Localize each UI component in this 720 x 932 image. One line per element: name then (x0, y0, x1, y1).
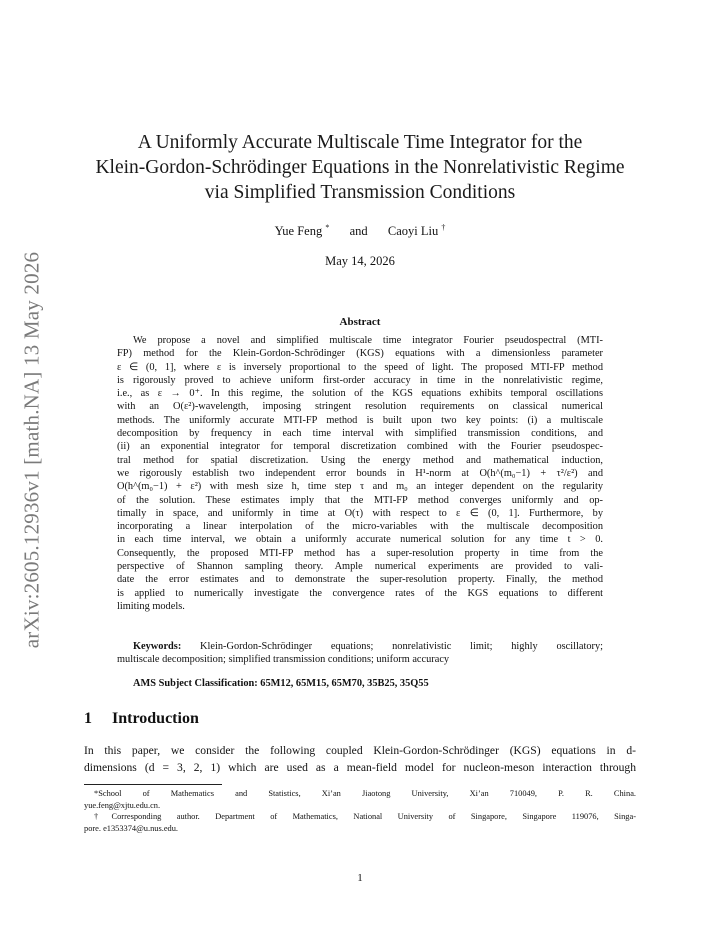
keywords-text: Klein-Gordon-Schrödinger equations; nonrelativistic limit; highly oscillatory; (200, 641, 603, 652)
page-number: 1 (357, 872, 363, 884)
abstract-line: Consequently, the proposed MTI-FP method has a super-resolution property in time from the (117, 547, 603, 559)
footnote-line: pore. e1353374@u.nus.edu. (84, 823, 179, 833)
ams-label: AMS Subject Classification: (133, 678, 258, 689)
footnote-line: yue.feng@xjtu.edu.cn. (84, 800, 161, 810)
keywords-line: multiscale decomposition; simplified transmission conditions; uniform accuracy (117, 654, 450, 666)
keywords-line (117, 640, 603, 653)
abstract-line: we rigorously establish two independent error bounds in H¹-norm at O(h^(m₀−1) + τ²/ε²) and (117, 467, 603, 479)
footnote-line: *School of Mathematics and Statistics, Xi’an Jiaotong University, Xi’an 710049, P. R. China. (94, 789, 636, 798)
abstract-line: (ii) an exponential integrator for temporal discretization combined with the Fourier pseudospec- (117, 441, 603, 453)
ams-codes: 65M12, 65M15, 65M70, 35B25, 35Q55 (260, 678, 429, 689)
footnote-marker: * (325, 223, 330, 232)
arxiv-identifier: arXiv:2605.12936v1 [math.NA] 13 May 2026 (19, 251, 44, 649)
footnote-marker: † (441, 223, 446, 232)
abstract-line: incorporating a linear interpolation of the micro-variables with the multiscale decomposition (117, 521, 603, 533)
footnotes (84, 788, 636, 834)
abstract-line: O(h^(m₀−1) + ε²) with mesh size h, time step τ and m₀ an integer dependent on the regularity (117, 481, 603, 493)
abstract-line: perspective of Shannon sampling theory. Ample numerical experiments are provided to vali- (117, 561, 603, 573)
author-separator: and (349, 224, 368, 239)
title-line: Klein-Gordon-Schrödinger Equations in the Nonrelativistic Regime (95, 157, 625, 178)
abstract-line: is rigorously proved to achieve uniform first-order accuracy in time in the nonrelativistic regime, (117, 374, 603, 386)
paper-title (80, 130, 640, 205)
footnote-line: †Corresponding author. Department of Mathematics, National University of Singapore, Singapore 119076, Singa- (94, 812, 636, 821)
abstract-body (117, 334, 603, 613)
publication-date: May 14, 2026 (325, 254, 395, 268)
abstract-line: FP) method for the Klein-Gordon-Schrödinger (KGS) equations with a dimensionless parameter (117, 348, 603, 360)
title-line: A Uniformly Accurate Multiscale Time Integrator for the (137, 132, 583, 153)
abstract-line: tral method for spatial discretization. Using the energy method and mathematical induction, (117, 454, 603, 466)
intro-line: In this paper, we consider the following coupled Klein-Gordon-Schrödinger (KGS) equations in d- (84, 744, 636, 757)
abstract-line: We propose a novel and simplified multiscale time integrator Fourier pseudospectral (MTI- (133, 335, 603, 346)
abstract-line: with an O(ε²)-wavelength, imposing stringent resolution requirements on classical numerical (117, 401, 603, 413)
abstract-line: timally in space, and uniformly in time at O(τ) with respect to ε ∈ (0, 1]. Furthermore, by (117, 507, 603, 519)
abstract-heading: Abstract (339, 316, 381, 328)
ams-classification (133, 678, 429, 689)
arxiv-side-stamp (10, 240, 54, 660)
abstract-line: of the solution. These estimates imply that the MTI-FP method converges uniformly and op- (117, 494, 603, 506)
intro-paragraph (84, 743, 636, 776)
footnote-rule (84, 784, 222, 785)
abstract-line: i.e., as ε → 0⁺. In this regime, the solution of the KGS equations exhibits temporal oscillations (117, 388, 603, 400)
section-number: 1 (84, 710, 92, 727)
intro-line: dimensions (d = 3, 2, 1) which are used as a mean-field model for nucleon-meson interaction through (84, 760, 636, 774)
abstract-line: ε ∈ (0, 1], where ε is inversely proportional to the speed of light. The proposed MTI-FP method (117, 361, 603, 373)
author-list (0, 223, 720, 239)
abstract-line: methods. The uniformly accurate MTI-FP method is built upon two key points: (i) a multiscale (117, 414, 603, 426)
abstract-line: date the error estimates and to demonstrate the super-resolution property. Finally, the method (117, 574, 603, 586)
keywords-block (117, 640, 603, 667)
abstract-line: is applied to numerically investigate the convergence rates of the KGS equations to different (117, 587, 603, 599)
abstract-line: decomposition by frequency in each time interval with simplified transmission conditions, and (117, 428, 603, 440)
author-name: Caoyi Liu (387, 224, 439, 239)
section-title: Introduction (112, 710, 199, 727)
keywords-label: Keywords: (133, 641, 182, 652)
author-name: Yue Feng (274, 224, 323, 239)
section-heading (84, 710, 199, 728)
abstract-line: in each time interval, we obtain a uniformly accurate numerical solution for any time t > 0. (117, 534, 603, 546)
title-line: via Simplified Transmission Conditions (204, 182, 516, 203)
abstract-line: limiting models. (117, 600, 185, 612)
